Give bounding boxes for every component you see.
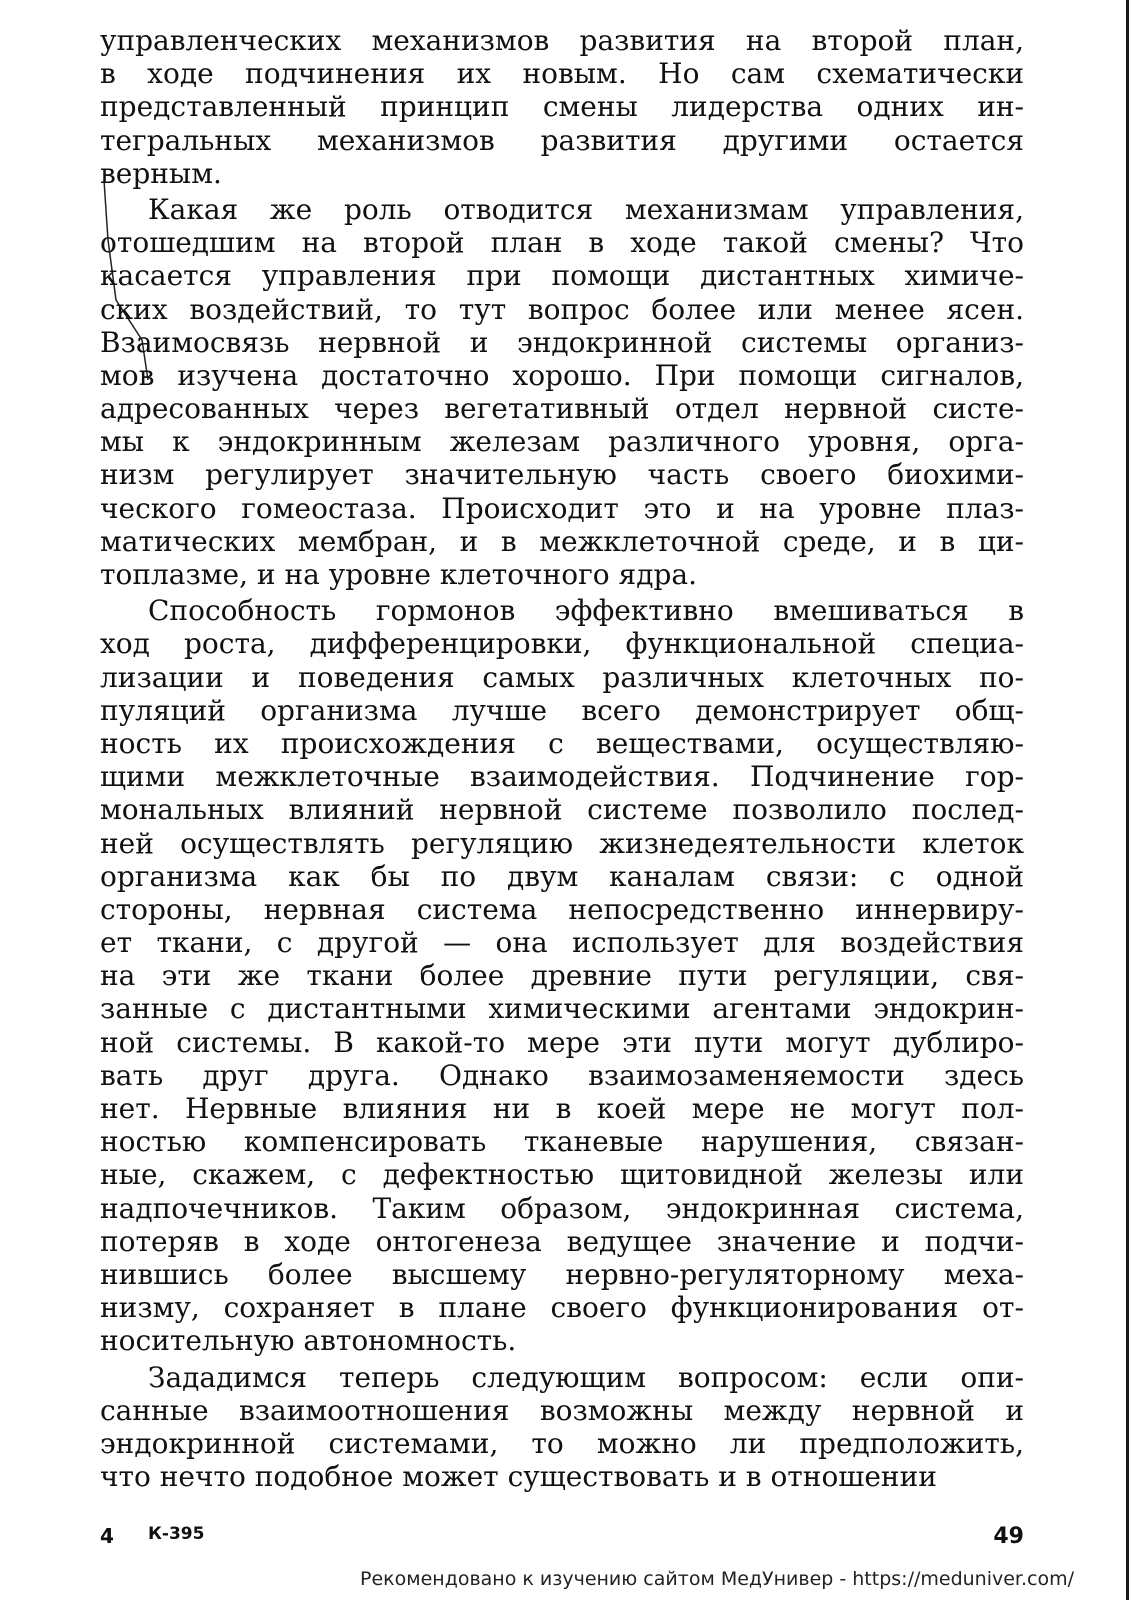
text-line: Зададимся теперь следующим вопросом: если опи- (148, 1360, 1024, 1394)
text-line: нет. Нервные влияния ни в коей мере не могут пол- (100, 1092, 1024, 1125)
text-line: носительную автономность. (100, 1324, 517, 1358)
text-line: что нечто подобное может существовать и в отношении (100, 1460, 937, 1494)
text-line: отошедшим на второй план в ходе такой смены? Что (100, 226, 1024, 260)
site-watermark: Рекомендовано к изучению сайтом МедУнивер - https://meduniver.com/ (360, 1568, 1075, 1590)
text-line: представленный принцип смены лидерства одних ин- (100, 90, 1024, 124)
text-line: занные с дистантными химическими агентами эндокрин- (100, 992, 1024, 1026)
text-line: стороны, нервная система непосредственно иннервиру- (100, 892, 1024, 926)
paragraph (100, 24, 1024, 190)
text-line: санные взаимоотношения возможны между нервной и (100, 1393, 1024, 1427)
text-line: щими межклеточные взаимодействия. Подчинение гор- (100, 760, 1024, 794)
text-line: управленческих механизмов развития на второй план, (100, 24, 1024, 57)
text-line: ность их происхождения с веществами, осуществляю- (100, 726, 1024, 760)
text-line: в ходе подчинения их новым. Но сам схематически (100, 57, 1024, 91)
paragraph (100, 1361, 1024, 1494)
text-line: тегральных механизмов развития другими остается (100, 123, 1024, 157)
text-line: лизации и поведения самых различных клеточных по- (100, 660, 1024, 694)
signature-number: 4 (100, 1524, 114, 1548)
text-line: потеряв в ходе онтогенеза ведущее значение и подчи- (100, 1224, 1024, 1258)
text-line: матических мембран, и в межклеточной среде, и в ци- (100, 524, 1024, 558)
text-line: мональных влияний нервной системе позволило послед- (100, 793, 1024, 827)
text-line: верным. (100, 156, 222, 190)
text-line: эндокринной системами, то можно ли предположить, (100, 1426, 1024, 1460)
text-line: мы к эндокринным железам различного уровня, орга- (100, 425, 1024, 459)
text-line: организма как бы по двум каналам связи: с одной (100, 859, 1024, 893)
text-line: низм регулирует значительную часть своего биохими- (100, 458, 1024, 492)
text-line: ход роста, дифференцировки, функциональной специа- (100, 627, 1024, 661)
text-line: низму, сохраняет в плане своего функционирования от- (100, 1291, 1024, 1325)
text-line: надпочечников. Таким образом, эндокринная система, (100, 1191, 1024, 1225)
text-line: на эти же ткани более древние пути регуляции, свя- (100, 959, 1024, 993)
text-line: мов изучена достаточно хорошо. При помощи сигналов, (100, 358, 1024, 392)
text-line: Способность гормонов эффективно вмешиваться в (148, 594, 1024, 628)
text-line: топлазме, и на уровне клеточного ядра. (100, 558, 697, 591)
signature-code: К-395 (148, 1524, 205, 1544)
page-number: 49 (993, 1524, 1024, 1549)
text-line: ные, скажем, с дефектностью щитовидной железы или (100, 1158, 1024, 1192)
text-line: нившись более высшему нервно-регуляторному меха- (100, 1257, 1024, 1291)
text-line: вать друг друга. Однако взаимозаменяемости здесь (100, 1058, 1024, 1092)
text-line: ностью компенсировать тканевые нарушения, связан- (100, 1125, 1024, 1159)
text-line: ческого гомеостаза. Происходит это и на уровне плаз- (100, 491, 1024, 525)
text-line: ских воздействий, то тут вопрос более или менее ясен. (100, 292, 1024, 326)
text-line: ной системы. В какой-то мере эти пути могут дублиро- (100, 1025, 1024, 1059)
page-spine-edge (1126, 0, 1129, 1600)
page-footer (100, 1524, 1024, 1554)
paragraph (100, 594, 1024, 1357)
text-line: Какая же роль отводится механизмам управления, (148, 192, 1024, 226)
text-line: касается управления при помощи дистантных химиче- (100, 259, 1024, 293)
text-line: Взаимосвязь нервной и эндокринной системы организ- (100, 325, 1024, 359)
body-text (100, 24, 1024, 1493)
text-line: пуляций организма лучше всего демонстрирует общ- (100, 693, 1024, 727)
paragraph (100, 193, 1024, 591)
text-line: ет ткани, с другой — она использует для воздействия (100, 926, 1024, 960)
text-line: ней осуществлять регуляцию жизнедеятельности клеток (100, 826, 1024, 860)
text-line: адресованных через вегетативный отдел нервной систе- (100, 392, 1024, 426)
